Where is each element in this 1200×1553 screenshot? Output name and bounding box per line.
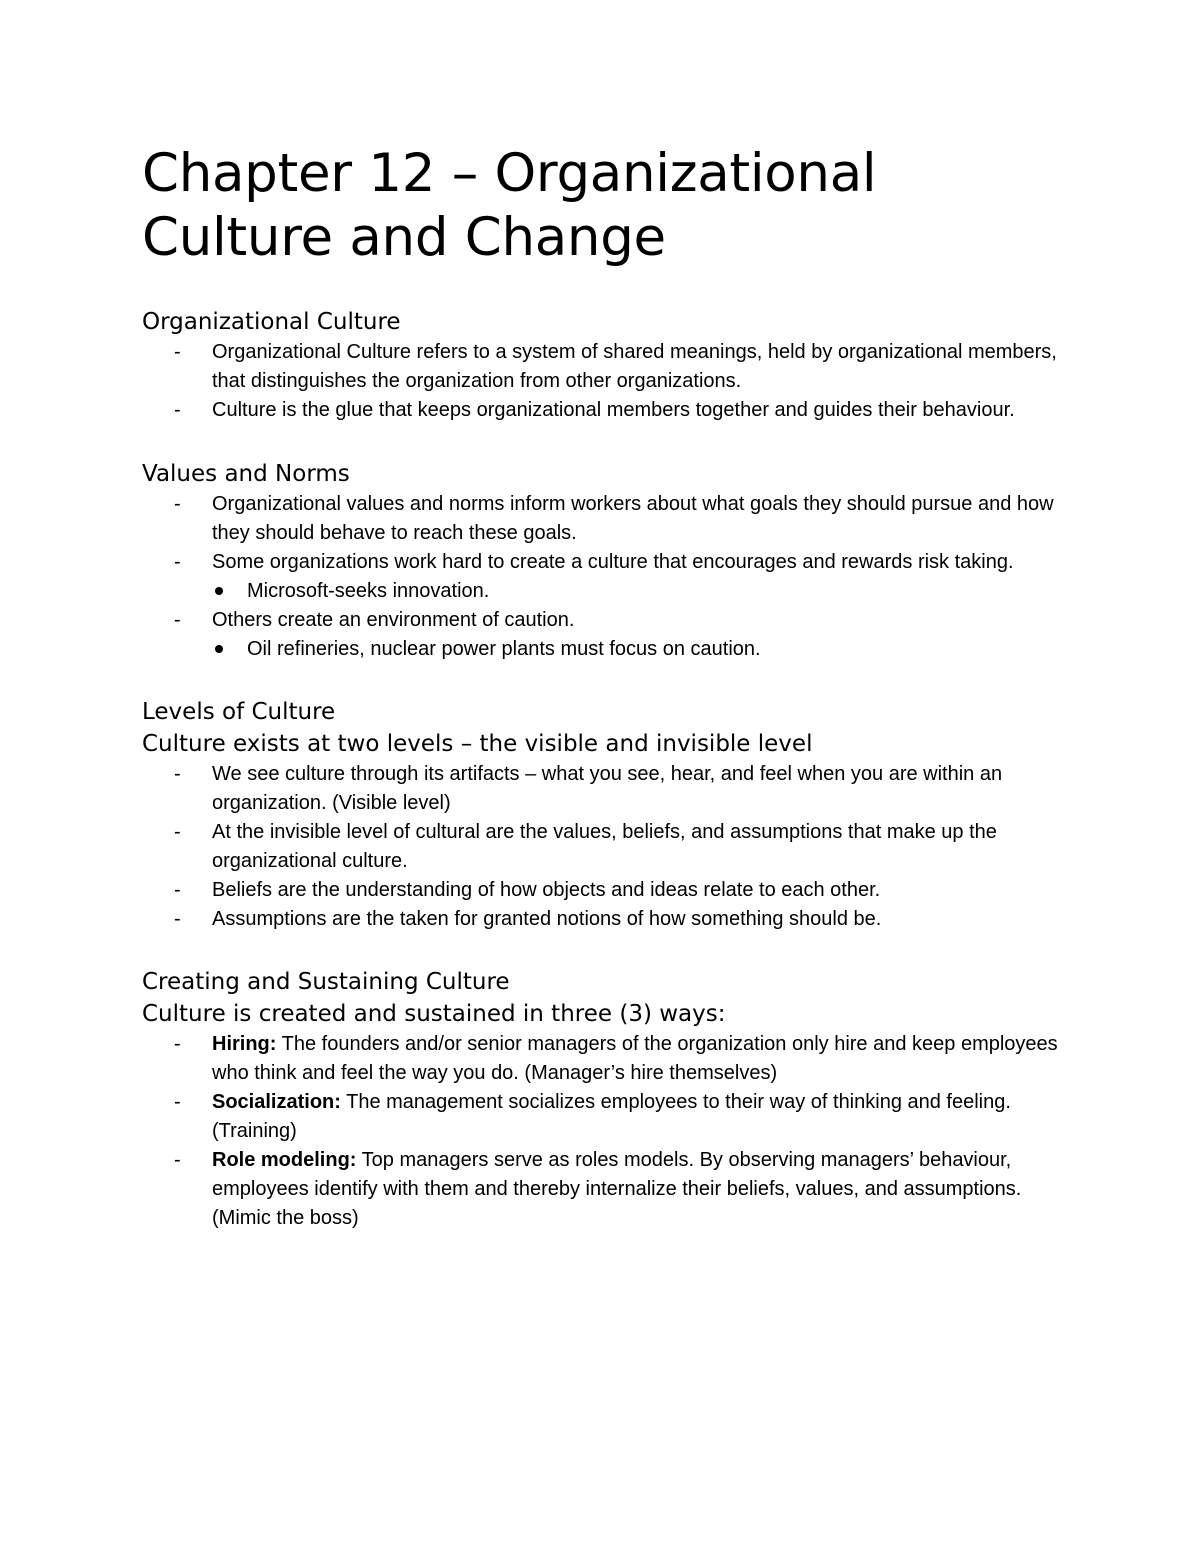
dash-marker: -: [174, 1033, 181, 1055]
section-levels-of-culture: [142, 696, 1062, 934]
page-content: [142, 142, 1062, 1233]
page-title: [142, 142, 1062, 270]
section-subheading: Culture is created and sustained in three (3) ways:: [142, 1001, 726, 1027]
list-item-text: Organizational Culture refers to a system of shared meanings, held by organizational members, that distinguishes the organization from other organizations.: [212, 341, 1057, 392]
dash-marker: -: [174, 551, 181, 573]
list-item: [142, 760, 1062, 818]
bullet-dot-icon: [215, 587, 223, 595]
list-item-text: Beliefs are the understanding of how objects and ideas relate to each other.: [212, 879, 881, 901]
section-heading: Values and Norms: [142, 461, 350, 487]
list-item-lead: Role modeling:: [212, 1149, 357, 1171]
list-item-text: Top managers serve as roles models. By observing managers’ behaviour, employees identify with them and thereby internalize their beliefs, values, and assumptions. (Mimic the boss): [212, 1149, 1022, 1229]
bullet-list: [142, 760, 1062, 934]
sub-list-item-text: Oil refineries, nuclear power plants must focus on caution.: [247, 638, 761, 660]
list-item-text: Some organizations work hard to create a culture that encourages and rewards risk taking.: [212, 551, 1014, 573]
list-item-text: The founders and/or senior managers of the organization only hire and keep employees who think and feel the way you do. (Manager’s hire themselves): [212, 1033, 1058, 1084]
dash-marker: -: [174, 763, 181, 785]
title-line-2: Culture and Change: [142, 207, 666, 268]
section-creating-and-sustaining-culture: [142, 966, 1062, 1233]
sub-list-item: [142, 635, 1062, 664]
bullet-list: [142, 1030, 1062, 1233]
dash-marker: -: [174, 879, 181, 901]
list-item-text: Culture is the glue that keeps organizational members together and guides their behaviour.: [212, 399, 1015, 421]
title-line-1: Chapter 12 – Organizational: [142, 143, 877, 204]
bullet-list: [142, 338, 1062, 425]
dash-marker: -: [174, 1091, 181, 1113]
list-item: [142, 876, 1062, 905]
dash-marker: -: [174, 908, 181, 930]
dash-marker: -: [174, 609, 181, 631]
list-item: [142, 1030, 1062, 1088]
bullet-list: [142, 490, 1062, 664]
list-item-text: Others create an environment of caution.: [212, 609, 575, 631]
list-item: [142, 905, 1062, 934]
sub-list-item-text: Microsoft-seeks innovation.: [247, 580, 490, 602]
list-item: [142, 1088, 1062, 1146]
list-item: [142, 490, 1062, 548]
list-item-text: We see culture through its artifacts – what you see, hear, and feel when you are within an organization. (Visible level): [212, 763, 1003, 814]
dash-marker: -: [174, 821, 181, 843]
list-item: [142, 548, 1062, 577]
list-item: [142, 396, 1062, 425]
list-item-text: Assumptions are the taken for granted notions of how something should be.: [212, 908, 882, 930]
section-organizational-culture: [142, 306, 1062, 425]
section-heading: Creating and Sustaining Culture: [142, 969, 510, 995]
list-item: [142, 606, 1062, 635]
bullet-dot-icon: [215, 645, 223, 653]
sub-list-item: [142, 577, 1062, 606]
list-item-lead: Socialization:: [212, 1091, 341, 1113]
list-item-lead: Hiring:: [212, 1033, 277, 1055]
list-item: [142, 818, 1062, 876]
section-heading: Organizational Culture: [142, 309, 401, 335]
dash-marker: -: [174, 1149, 181, 1171]
list-item: [142, 1146, 1062, 1233]
section-values-and-norms: [142, 458, 1062, 664]
list-item-text: At the invisible level of cultural are the values, beliefs, and assumptions that make up the organizational culture.: [212, 821, 997, 872]
list-item-text: Organizational values and norms inform workers about what goals they should pursue and how they should behave to reach these goals.: [212, 493, 1054, 544]
list-item: [142, 338, 1062, 396]
section-subheading: Culture exists at two levels – the visible and invisible level: [142, 731, 813, 757]
dash-marker: -: [174, 493, 181, 515]
dash-marker: -: [174, 399, 181, 421]
section-heading: Levels of Culture: [142, 699, 336, 725]
dash-marker: -: [174, 341, 181, 363]
list-item-text: The management socializes employees to their way of thinking and feeling. (Training): [212, 1091, 1011, 1142]
